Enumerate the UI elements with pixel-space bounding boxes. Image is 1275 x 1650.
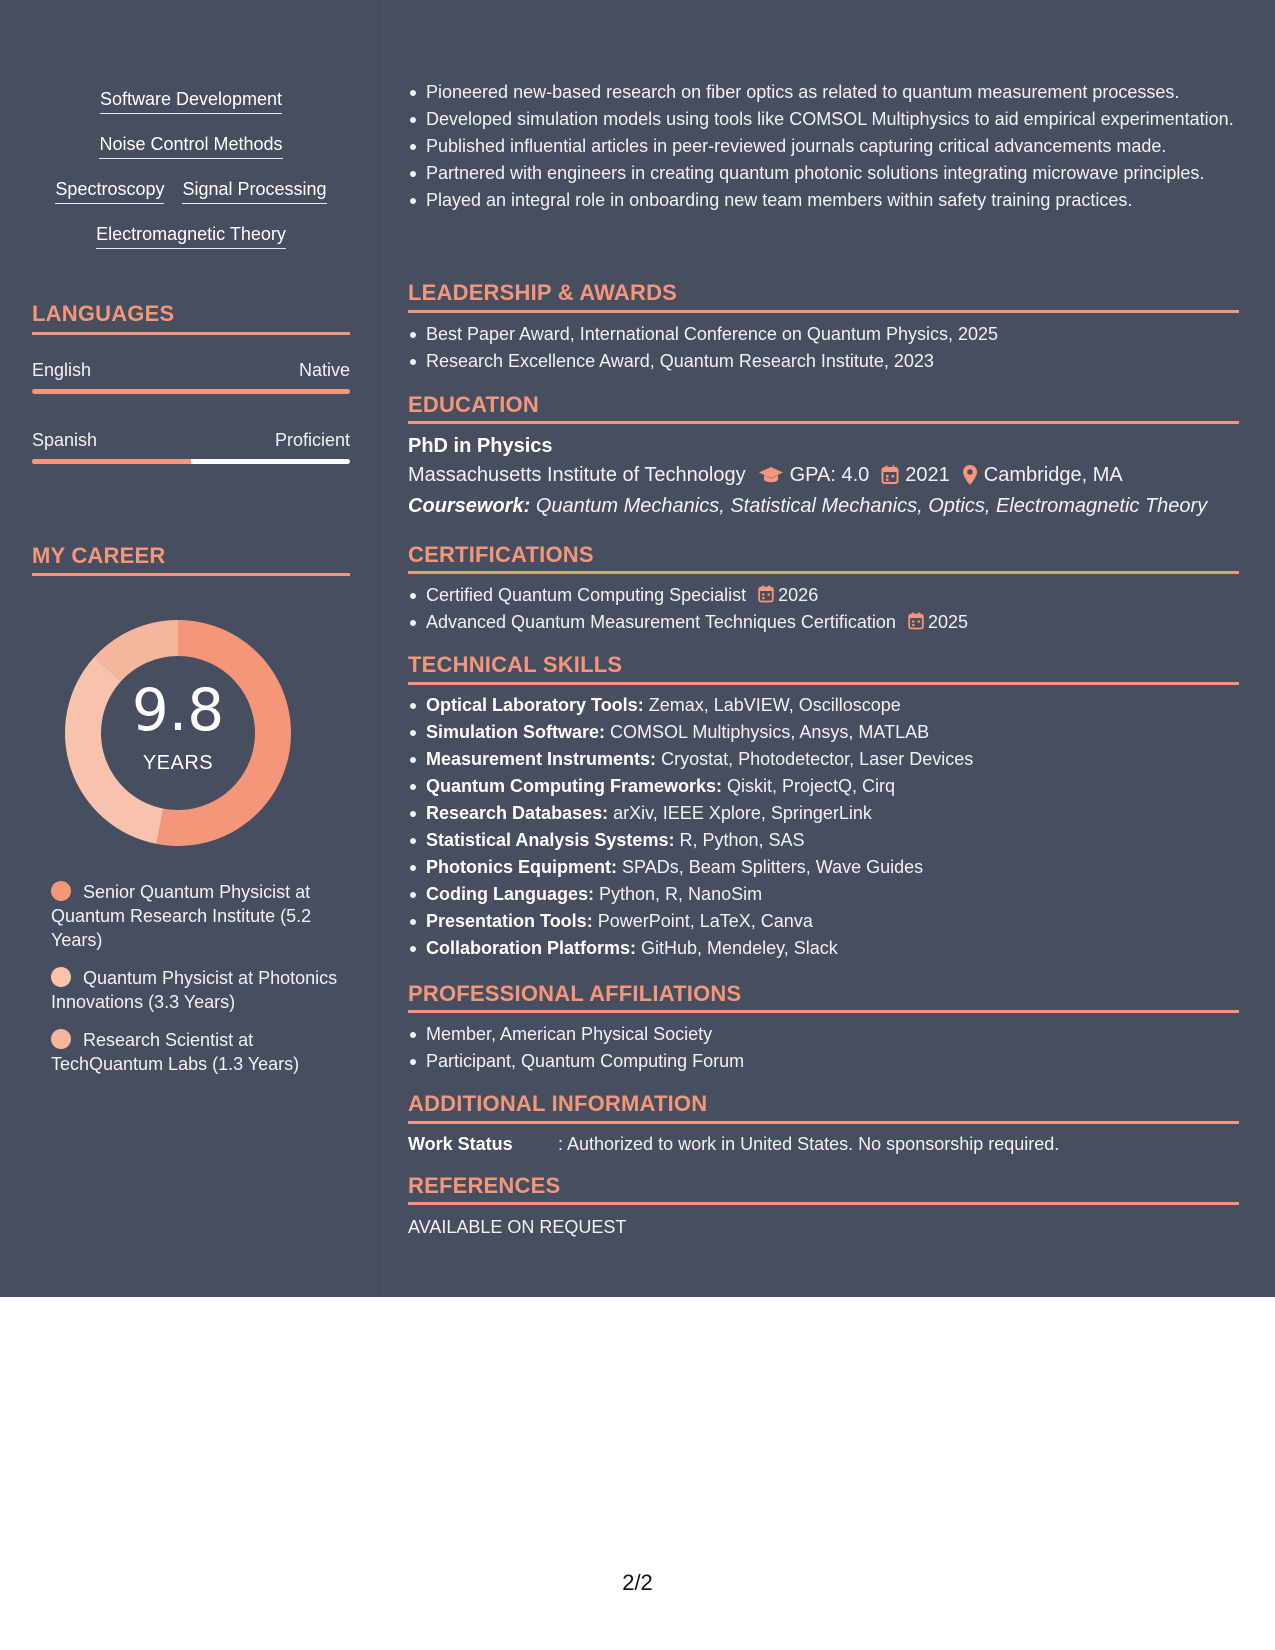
calendar-icon xyxy=(758,585,774,603)
career-years-unit: YEARS xyxy=(142,752,214,774)
career-legend-item xyxy=(51,966,341,1014)
list-item xyxy=(426,720,1257,744)
skill-values: Qiskit, ProjectQ, Cirq xyxy=(727,776,896,796)
skill-category: Photonics Equipment: xyxy=(426,857,617,877)
career-legend-label: Research Scientist at TechQuantum Labs (1.3 Years) xyxy=(51,1030,300,1074)
legend-dot xyxy=(51,881,71,901)
location-pin-icon xyxy=(962,464,978,486)
skill-category: Simulation Software: xyxy=(426,722,606,742)
list-item xyxy=(426,693,1257,717)
language-level-bar xyxy=(32,389,350,394)
skill-values: arXiv, IEEE Xplore, SpringerLink xyxy=(613,803,872,823)
education-details xyxy=(408,462,1123,488)
skill-values: Zemax, LabVIEW, Oscilloscope xyxy=(648,695,901,715)
list-item: Developed simulation models using tools like COMSOL Multiphysics to aid empirical experimentation. xyxy=(426,107,1257,131)
skill-row xyxy=(32,178,350,204)
skill-category: Collaboration Platforms: xyxy=(426,938,637,958)
calendar-icon xyxy=(908,612,924,630)
career-legend xyxy=(51,880,341,1090)
career-heading: MY CAREER xyxy=(32,543,166,568)
references-heading: REFERENCES xyxy=(408,1173,561,1198)
list-item xyxy=(426,828,1257,852)
section-rule xyxy=(32,332,350,335)
section-rule xyxy=(408,682,1239,685)
list-item: Published influential articles in peer-reviewed journals capturing critical advancements made. xyxy=(426,134,1257,158)
education-heading: EDUCATION xyxy=(408,392,539,417)
skill-category: Optical Laboratory Tools: xyxy=(426,695,644,715)
affiliations-heading: PROFESSIONAL AFFILIATIONS xyxy=(408,981,742,1006)
list-item: Pioneered new-based research on fiber optics as related to quantum measurement processes. xyxy=(426,80,1257,104)
languages-heading: LANGUAGES xyxy=(32,301,175,326)
list-item xyxy=(426,801,1257,825)
language-row xyxy=(32,429,350,451)
career-legend-label: Quantum Physicist at Photonics Innovations (3.3 Years) xyxy=(51,968,338,1012)
legend-dot xyxy=(51,1029,71,1049)
technical-skills-list xyxy=(408,693,1257,963)
section-rule xyxy=(32,573,350,576)
list-item xyxy=(426,583,1257,607)
coursework-value: Quantum Mechanics, Statistical Mechanics, Optics, Electromagnetic Theory xyxy=(535,495,1208,517)
work-status xyxy=(408,1132,1059,1156)
career-total-years: 9.8 xyxy=(131,676,225,744)
section-rule xyxy=(408,310,1239,313)
skill-category: Presentation Tools: xyxy=(426,911,593,931)
education-location: Cambridge, MA xyxy=(983,464,1123,486)
skill-category: Research Databases: xyxy=(426,803,609,823)
language-level-fill xyxy=(32,459,191,464)
language-name: Spanish xyxy=(32,430,98,450)
language-row xyxy=(32,359,350,381)
list-item xyxy=(426,936,1257,960)
certifications-heading: CERTIFICATIONS xyxy=(408,542,594,567)
list-item: Played an integral role in onboarding new team members within safety training practices. xyxy=(426,188,1257,212)
section-rule xyxy=(408,571,1239,574)
list-item xyxy=(426,909,1257,933)
certification-year: 2026 xyxy=(778,585,819,605)
skill-tag: Spectroscopy xyxy=(55,178,164,204)
certification-year: 2025 xyxy=(927,612,968,632)
skill-row xyxy=(32,133,350,159)
section-rule xyxy=(408,1121,1239,1124)
skill-tag: Software Development xyxy=(100,88,282,114)
work-status-label: Work Status xyxy=(408,1134,513,1154)
education-coursework xyxy=(408,493,1207,519)
calendar-icon xyxy=(881,465,899,485)
language-name: English xyxy=(32,360,92,380)
list-item xyxy=(426,774,1257,798)
skill-values: Python, R, NanoSim xyxy=(599,884,763,904)
skill-values: GitHub, Mendeley, Slack xyxy=(641,938,838,958)
section-rule xyxy=(408,1202,1239,1205)
certification-name: Advanced Quantum Measurement Techniques Certification xyxy=(426,612,896,632)
list-item: Member, American Physical Society xyxy=(426,1022,1257,1046)
technical-skills-heading: TECHNICAL SKILLS xyxy=(408,652,623,677)
education-degree: PhD in Physics xyxy=(408,435,553,457)
legend-dot xyxy=(51,967,71,987)
list-item: Participant, Quantum Computing Forum xyxy=(426,1049,1257,1073)
skill-tag: Signal Processing xyxy=(182,178,326,204)
skill-values: SPADs, Beam Splitters, Wave Guides xyxy=(622,857,924,877)
work-status-value: : Authorized to work in United States. No sponsorship required. xyxy=(558,1134,1060,1154)
coursework-label: Coursework: xyxy=(408,495,531,517)
language-level-bar xyxy=(32,459,350,464)
list-item xyxy=(426,610,1257,634)
language-level: Native xyxy=(298,360,350,380)
list-item xyxy=(426,882,1257,906)
career-legend-label: Senior Quantum Physicist at Quantum Research Institute (5.2 Years) xyxy=(51,882,312,950)
column-divider xyxy=(382,0,383,1297)
skill-values: Cryostat, Photodetector, Laser Devices xyxy=(661,749,974,769)
affiliations-list xyxy=(408,1022,1257,1076)
skill-tag: Noise Control Methods xyxy=(99,133,282,159)
skill-row xyxy=(32,88,350,114)
education-gpa: GPA: 4.0 xyxy=(789,464,870,486)
language-level: Proficient xyxy=(274,430,350,450)
leadership-list xyxy=(408,322,1257,376)
list-item xyxy=(426,855,1257,879)
section-rule xyxy=(408,421,1239,424)
skill-category: Quantum Computing Frameworks: xyxy=(426,776,723,796)
skill-category: Statistical Analysis Systems: xyxy=(426,830,675,850)
certification-name: Certified Quantum Computing Specialist xyxy=(426,585,747,605)
skill-tag: Electromagnetic Theory xyxy=(96,223,286,249)
career-legend-item xyxy=(51,880,341,952)
skill-category: Measurement Instruments: xyxy=(426,749,657,769)
skill-values: COMSOL Multiphysics, Ansys, MATLAB xyxy=(610,722,930,742)
list-item: Partnered with engineers in creating quantum photonic solutions integrating microwave principles. xyxy=(426,161,1257,185)
section-rule xyxy=(408,1010,1239,1013)
certifications-list xyxy=(408,583,1257,637)
skill-values: PowerPoint, LaTeX, Canva xyxy=(597,911,813,931)
experience-bullets xyxy=(408,80,1257,215)
skill-category: Coding Languages: xyxy=(426,884,594,904)
leadership-heading: LEADERSHIP & AWARDS xyxy=(408,280,678,305)
skill-row xyxy=(32,223,350,249)
education-school: Massachusetts Institute of Technology xyxy=(408,464,746,486)
language-level-fill xyxy=(32,389,350,394)
list-item: Research Excellence Award, Quantum Research Institute, 2023 xyxy=(426,349,1257,373)
references-value: AVAILABLE ON REQUEST xyxy=(408,1217,627,1237)
page-number: 2/2 xyxy=(622,1570,653,1595)
career-legend-item xyxy=(51,1028,341,1076)
education-year: 2021 xyxy=(905,464,950,486)
list-item xyxy=(426,747,1257,771)
skill-values: R, Python, SAS xyxy=(679,830,805,850)
graduation-cap-icon xyxy=(758,465,784,485)
list-item: Best Paper Award, International Conference on Quantum Physics, 2025 xyxy=(426,322,1257,346)
additional-info-heading: ADDITIONAL INFORMATION xyxy=(408,1091,708,1116)
career-donut-chart xyxy=(65,620,291,846)
sidebar xyxy=(32,0,350,1297)
